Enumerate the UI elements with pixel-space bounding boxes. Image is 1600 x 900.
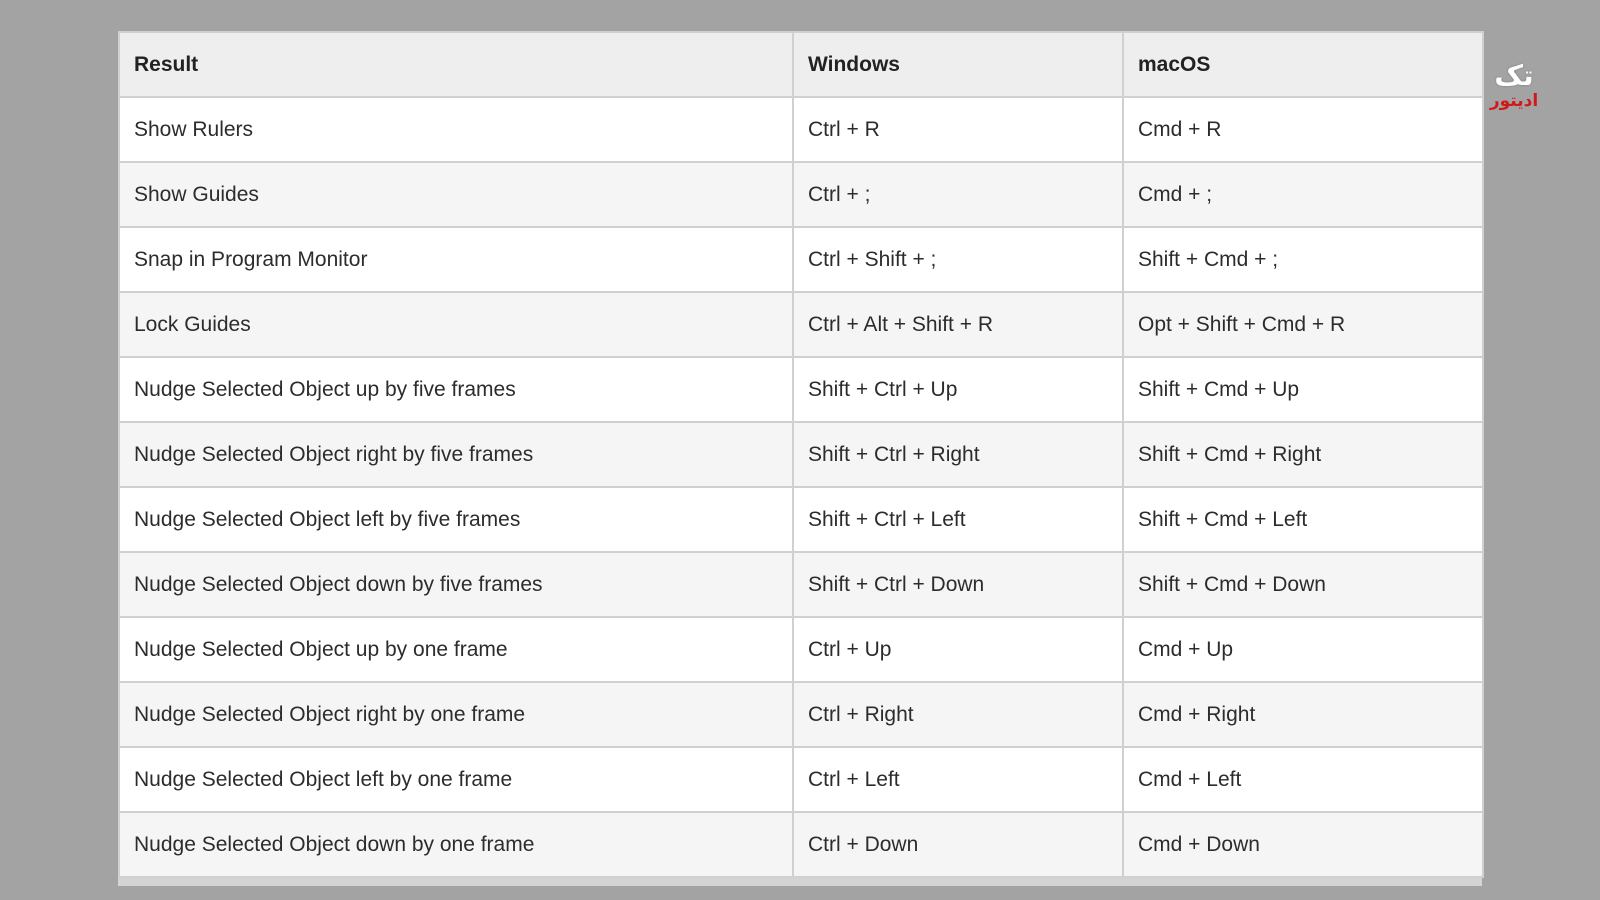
cell-macos: Cmd + Up: [1123, 617, 1483, 682]
cell-result: Nudge Selected Object up by one frame: [119, 617, 793, 682]
cell-macos: Shift + Cmd + Down: [1123, 552, 1483, 617]
cell-windows: Shift + Ctrl + Up: [793, 357, 1123, 422]
cell-result: Nudge Selected Object left by one frame: [119, 747, 793, 812]
cell-macos: Cmd + ;: [1123, 162, 1483, 227]
cell-windows: Ctrl + Alt + Shift + R: [793, 292, 1123, 357]
table-row: [119, 162, 1483, 227]
cell-windows: Ctrl + Right: [793, 682, 1123, 747]
table-row: [119, 292, 1483, 357]
cell-result: Nudge Selected Object down by five frames: [119, 552, 793, 617]
cell-result: Nudge Selected Object up by five frames: [119, 357, 793, 422]
cell-macos: Shift + Cmd + ;: [1123, 227, 1483, 292]
cell-windows: Ctrl + Up: [793, 617, 1123, 682]
table-body: [119, 97, 1483, 877]
cell-windows: Shift + Ctrl + Right: [793, 422, 1123, 487]
table-header-row: [119, 32, 1483, 97]
cell-result: Show Rulers: [119, 97, 793, 162]
cell-windows: Ctrl + Down: [793, 812, 1123, 877]
column-header-windows: Windows: [793, 32, 1123, 97]
cell-result: Nudge Selected Object right by five frames: [119, 422, 793, 487]
cell-macos: Cmd + Down: [1123, 812, 1483, 877]
cell-macos: Opt + Shift + Cmd + R: [1123, 292, 1483, 357]
cell-macos: Shift + Cmd + Left: [1123, 487, 1483, 552]
shortcuts-table: [118, 31, 1484, 878]
table-row: [119, 747, 1483, 812]
cell-macos: Cmd + Left: [1123, 747, 1483, 812]
cell-result: Show Guides: [119, 162, 793, 227]
cell-windows: Ctrl + Shift + ;: [793, 227, 1123, 292]
table-row: [119, 422, 1483, 487]
table-row: [119, 357, 1483, 422]
column-header-macos: macOS: [1123, 32, 1483, 97]
cell-result: Snap in Program Monitor: [119, 227, 793, 292]
table-row: [119, 812, 1483, 877]
table-row: [119, 617, 1483, 682]
shortcuts-table-container: [118, 31, 1482, 886]
cell-result: Nudge Selected Object left by five frames: [119, 487, 793, 552]
cell-macos: Shift + Cmd + Right: [1123, 422, 1483, 487]
cell-windows: Ctrl + R: [793, 97, 1123, 162]
logo-text-bottom: ادیتور: [1489, 91, 1539, 110]
cell-windows: Shift + Ctrl + Down: [793, 552, 1123, 617]
cell-result: Nudge Selected Object down by one frame: [119, 812, 793, 877]
cell-windows: Ctrl + ;: [793, 162, 1123, 227]
cell-windows: Shift + Ctrl + Left: [793, 487, 1123, 552]
table-row: [119, 97, 1483, 162]
table-row: [119, 487, 1483, 552]
cell-macos: Cmd + Right: [1123, 682, 1483, 747]
cell-result: Nudge Selected Object right by one frame: [119, 682, 793, 747]
tekeditor-logo: [1484, 62, 1544, 109]
cell-windows: Ctrl + Left: [793, 747, 1123, 812]
logo-text-top: تک: [1494, 60, 1534, 91]
cell-macos: Shift + Cmd + Up: [1123, 357, 1483, 422]
table-row: [119, 682, 1483, 747]
table-row: [119, 227, 1483, 292]
column-header-result: Result: [119, 32, 793, 97]
cell-macos: Cmd + R: [1123, 97, 1483, 162]
table-row: [119, 552, 1483, 617]
cell-result: Lock Guides: [119, 292, 793, 357]
